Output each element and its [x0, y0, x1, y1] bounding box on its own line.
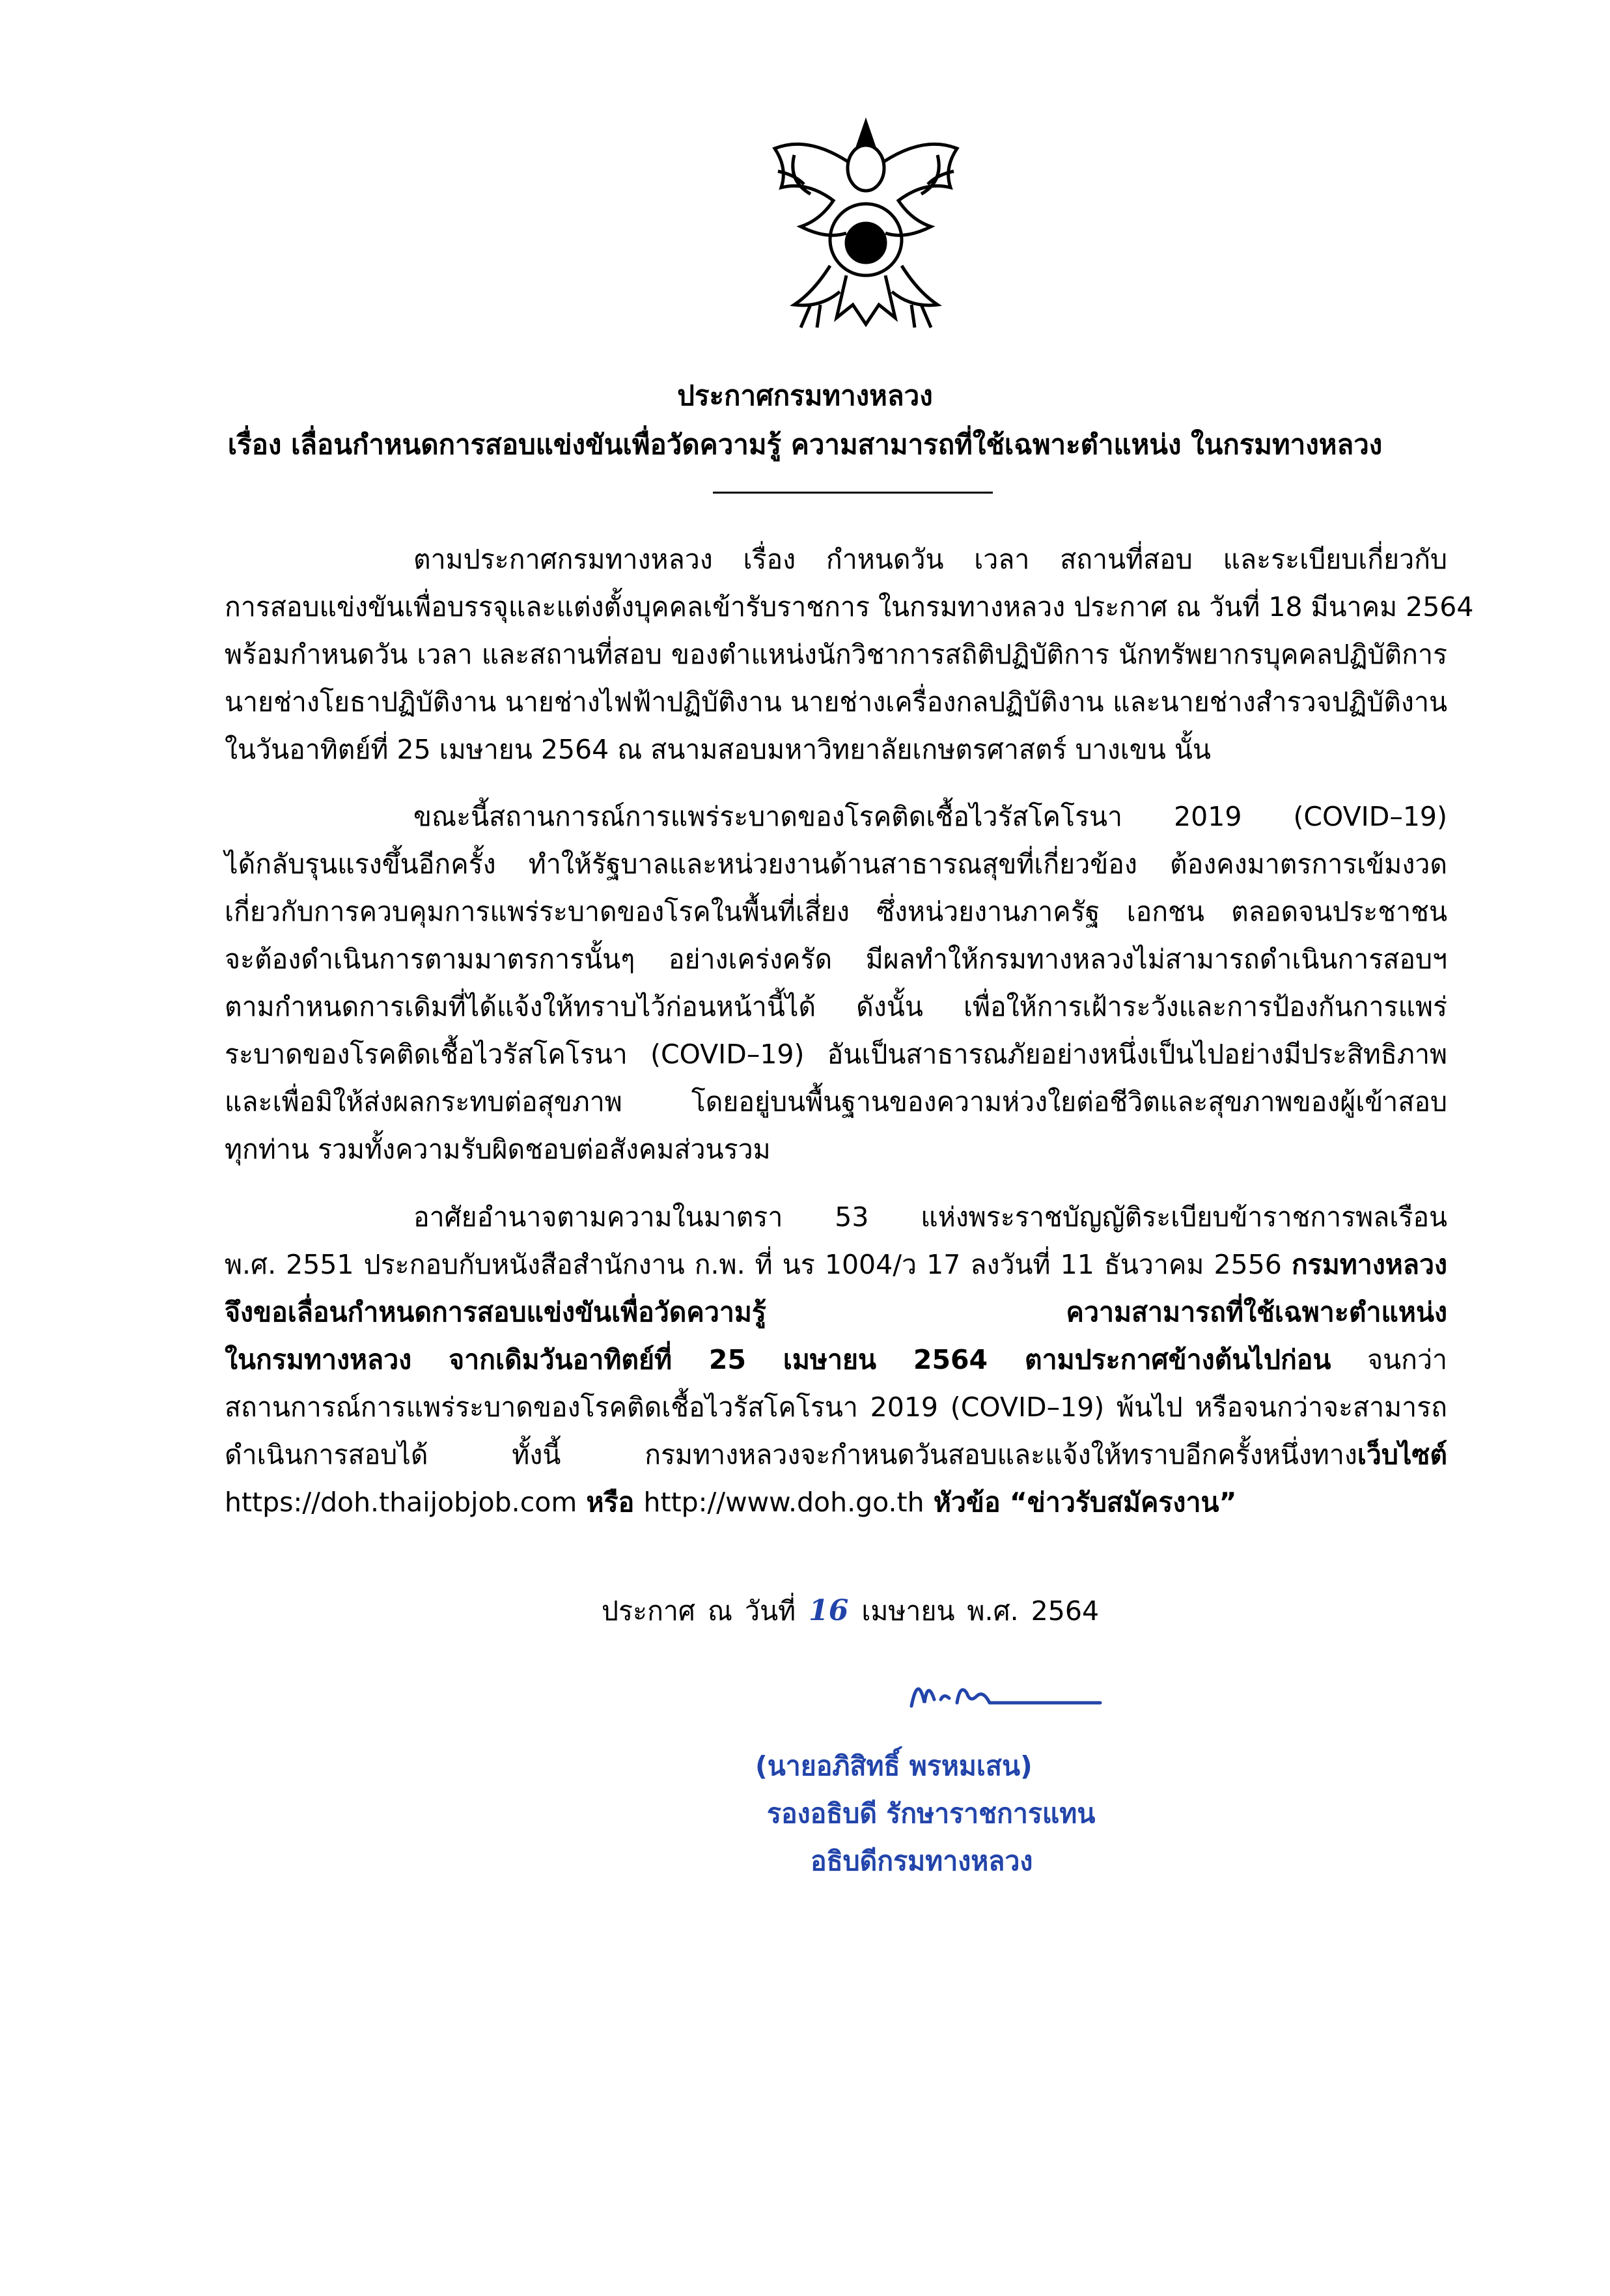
paragraph2-line: เกี่ยวกับการควบคุมการแพร่ระบาดของโรคในพื้นที่เสี่ยง ซึ่งหน่วยงานภาครัฐ เอกชน ตลอดจนประชาชน: [225, 896, 1447, 927]
handwritten-day: 16: [809, 1594, 849, 1627]
document-subject: เรื่อง เลื่อนกำหนดการสอบแข่งขันเพื่อวัดความรู้ ความสามารถที่ใช้เฉพาะตำแหน่ง ในกรมทางหลวง: [227, 428, 1383, 460]
paragraph3-line: [225, 1344, 1447, 1375]
paragraph1-line: ตามประกาศกรมทางหลวง เรื่อง กำหนดวัน เวลา สถานที่สอบ และระเบียบเกี่ยวกับ: [413, 544, 1447, 575]
paragraph2-line: ทุกท่าน รวมทั้งความรับผิดชอบต่อสังคมส่วนรวม: [225, 1134, 771, 1165]
website-link-2[interactable]: http://www.doh.go.th: [643, 1487, 924, 1518]
website-link-1[interactable]: https://doh.thaijobjob.com: [225, 1487, 577, 1518]
signer-name: (นายอภิสิทธิ์ พรหมเสน): [755, 1750, 1033, 1782]
handwritten-signature: [905, 1667, 1113, 1719]
paragraph3-line: [225, 1439, 1447, 1470]
text-bold: เว็บไซต์: [1357, 1439, 1447, 1470]
text-bold: หรือ: [577, 1487, 644, 1518]
paragraph2-line: ตามกำหนดการเดิมที่ได้แจ้งให้ทราบไว้ก่อนหน้านี้ได้ ดังนั้น เพื่อให้การเฝ้าระวังและการป้องกันการแพร่: [225, 991, 1447, 1022]
paragraph1-line: นายช่างโยธาปฏิบัติงาน นายช่างไฟฟ้าปฏิบัติงาน นายช่างเครื่องกลปฏิบัติงาน และนายช่างสำรวจปฏิบัติงาน: [225, 686, 1447, 718]
paragraph2-line: ระบาดของโรคติดเชื้อไวรัสโคโรนา (COVID–19) อันเป็นสาธารณภัยอย่างหนึ่งเป็นไปอย่างมีประสิทธิภาพ: [225, 1039, 1447, 1070]
paragraph3-line: อาศัยอำนาจตามความในมาตรา 53 แห่งพระราชบัญญัติระเบียบข้าราชการพลเรือน: [413, 1201, 1447, 1233]
signer-title: อธิบดีกรมทางหลวง: [811, 1845, 1033, 1877]
document-title: ประกาศกรมทางหลวง: [677, 380, 933, 412]
text-bold: หัวข้อ “ข่าวรับสมัครงาน”: [924, 1487, 1237, 1518]
title-underline: [713, 492, 993, 494]
text-bold: ในกรมทางหลวง จากเดิมวันอาทิตย์ที่ 25 เมษายน 2564 ตามประกาศข้างต้นไปก่อน: [225, 1344, 1331, 1375]
paragraph1-line: ในวันอาทิตย์ที่ 25 เมษายน 2564 ณ สนามสอบมหาวิทยาลัยเกษตรศาสตร์ บางเขน นั้น: [225, 734, 1211, 765]
paragraph3-line: สถานการณ์การแพร่ระบาดของโรคติดเชื้อไวรัสโคโรนา 2019 (COVID–19) พ้นไป หรือจนกว่าจะสามารถ: [225, 1392, 1447, 1423]
announcement-date: [602, 1590, 1099, 1632]
date-suffix: เมษายน พ.ศ. 2564: [861, 1595, 1100, 1627]
text-normal: ดำเนินการสอบได้ ทั้งนี้ กรมทางหลวงจะกำหนดวันสอบและแจ้งให้ทราบอีกครั้งหนึ่งทาง: [225, 1439, 1357, 1470]
paragraph1-line: การสอบแข่งขันเพื่อบรรจุและแต่งตั้งบุคคลเข้ารับราชการ ในกรมทางหลวง ประกาศ ณ วันที่ 18 มีนาคม 2564: [225, 591, 1474, 623]
text-normal: พ.ศ. 2551 ประกอบกับหนังสือสำนักงาน ก.พ. ที่ นร 1004/ว 17 ลงวันที่ 11 ธันวาคม 2556: [225, 1249, 1292, 1280]
garuda-emblem: [749, 109, 983, 337]
paragraph1-line: พร้อมกำหนดวัน เวลา และสถานที่สอบ ของตำแหน่งนักวิชาการสถิติปฏิบัติการ นักทรัพยากรบุคคลปฏิบัติการ: [225, 639, 1447, 670]
paragraph2-line: ขณะนี้สถานการณ์การแพร่ระบาดของโรคติดเชื้อไวรัสโคโรนา 2019 (COVID–19): [413, 801, 1447, 832]
paragraph3-line: [225, 1487, 1236, 1518]
date-prefix: ประกาศ ณ วันที่: [602, 1595, 796, 1627]
paragraph2-line: ได้กลับรุนแรงขึ้นอีกครั้ง ทำให้รัฐบาลและหน่วยงานด้านสาธารณสุขที่เกี่ยวข้อง ต้องคงมาตรการเข้มงวด: [225, 848, 1447, 880]
paragraph2-line: จะต้องดำเนินการตามมาตรการนั้นๆ อย่างเคร่งครัด มีผลทำให้กรมทางหลวงไม่สามารถดำเนินการสอบฯ: [225, 944, 1447, 975]
paragraph2-line: และเพื่อมิให้ส่งผลกระทบต่อสุขภาพ โดยอยู่บนพื้นฐานของความห่วงใยต่อชีวิตและสุขภาพของผู้เข้าสอบ: [225, 1086, 1447, 1117]
text-normal: จนกว่า: [1331, 1344, 1448, 1375]
paragraph3-line: จึงขอเลื่อนกำหนดการสอบแข่งขันเพื่อวัดความรู้ ความสามารถที่ใช้เฉพาะตำแหน่ง: [225, 1296, 1447, 1328]
paragraph3-line: [225, 1249, 1447, 1280]
signer-position: รองอธิบดี รักษาราชการแทน: [767, 1798, 1096, 1829]
text-bold: กรมทางหลวง: [1291, 1249, 1447, 1280]
